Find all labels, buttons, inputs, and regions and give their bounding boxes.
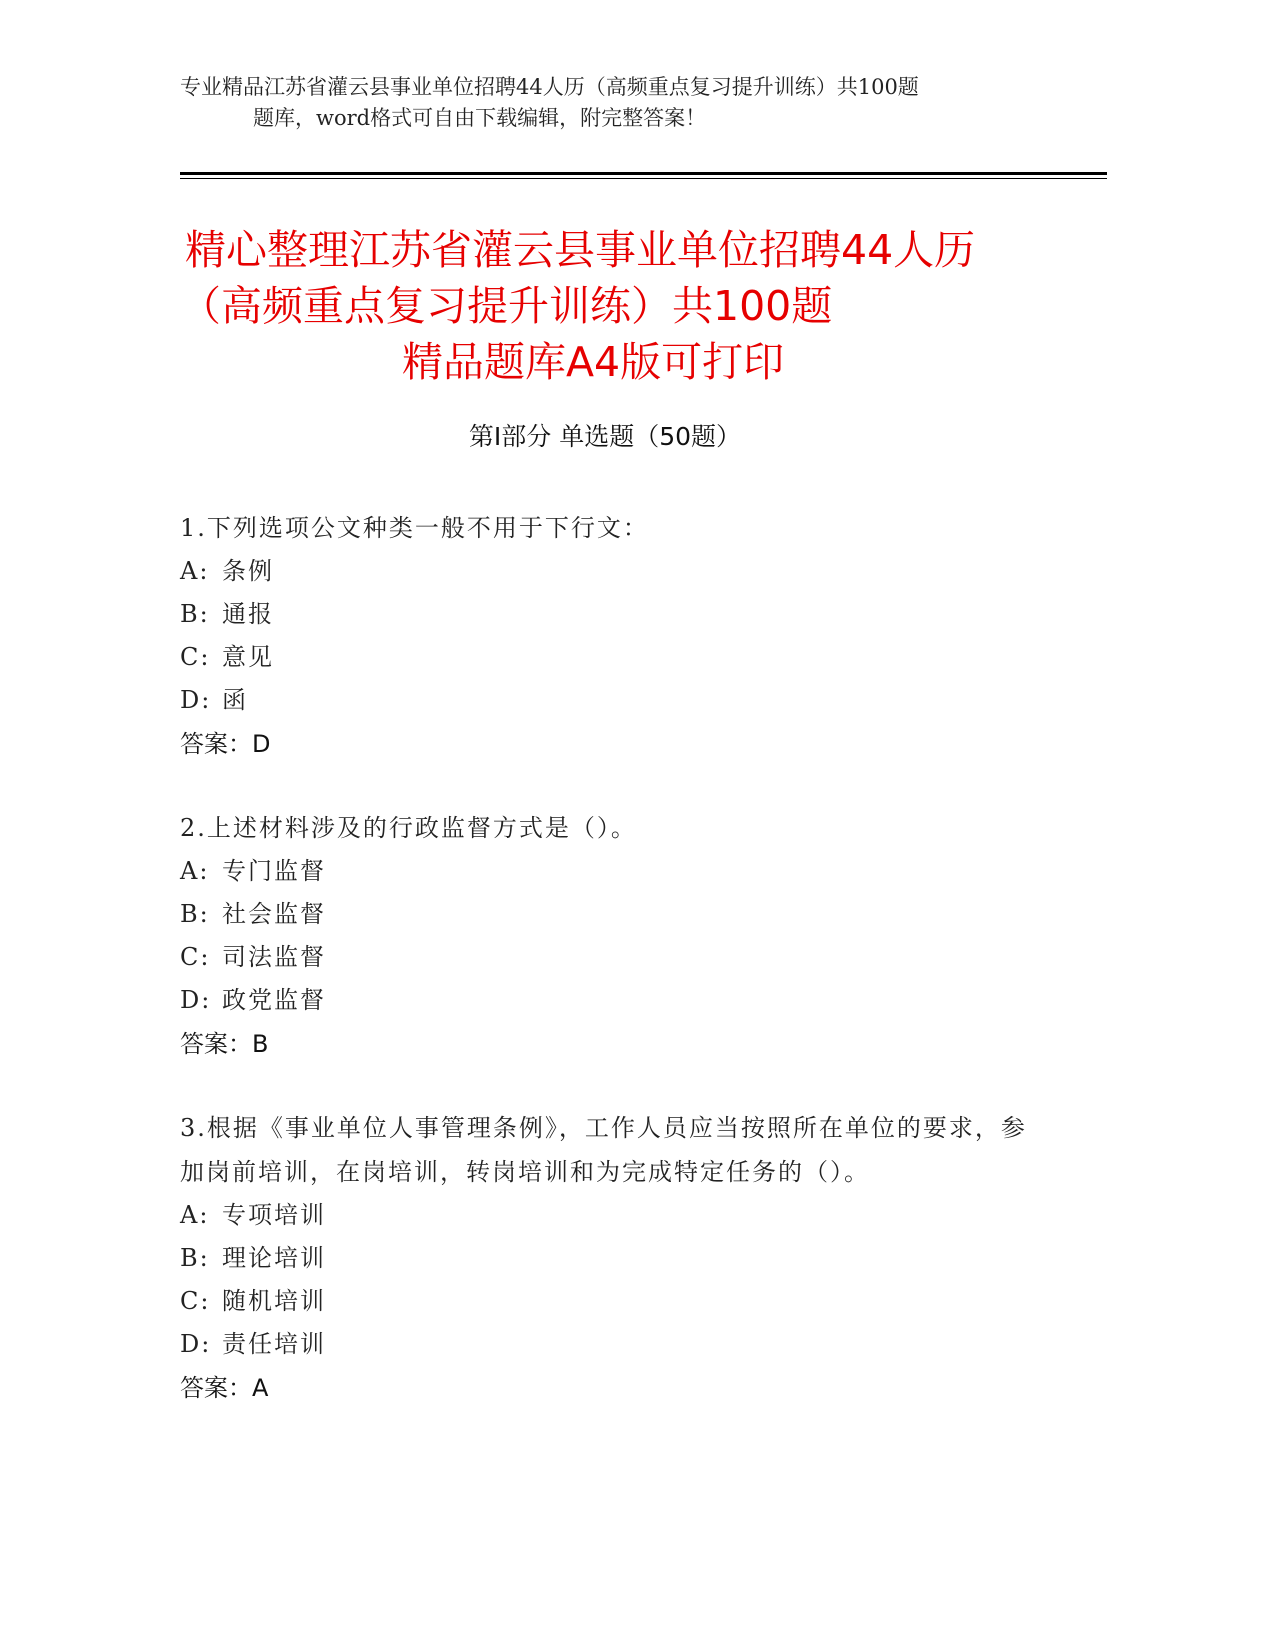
option-a bbox=[180, 1194, 1040, 1237]
option-letter: B: bbox=[180, 1244, 210, 1272]
answer: 答案：B bbox=[180, 1030, 269, 1058]
option-d bbox=[180, 679, 1040, 722]
option-b bbox=[180, 893, 1040, 936]
option-letter: A: bbox=[180, 1201, 210, 1229]
option-letter: D: bbox=[180, 986, 212, 1014]
option-letter: D: bbox=[180, 1330, 212, 1358]
title-line-1: 精心整理江苏省灌云县事业单位招聘44人历 bbox=[185, 226, 976, 274]
question-1 bbox=[180, 506, 1040, 766]
question-2 bbox=[180, 806, 1040, 1066]
option-letter: B: bbox=[180, 600, 210, 628]
option-c bbox=[180, 1280, 1040, 1323]
section-title: 第Ⅰ部分 单选题（50题） bbox=[468, 422, 742, 451]
question-text: 3.根据《事业单位人事管理条例》，工作人员应当按照所在单位的要求，参加岗前培训，在岗培训，转岗培训和为完成特定任务的（）。 bbox=[180, 1114, 1027, 1186]
option-letter: A: bbox=[180, 857, 210, 885]
option-text: 意见 bbox=[222, 643, 274, 671]
option-text: 理论培训 bbox=[222, 1244, 326, 1272]
title-line-2: （高频重点复习提升训练）共100题 bbox=[180, 282, 833, 330]
option-a bbox=[180, 550, 1040, 593]
option-text: 条例 bbox=[222, 557, 274, 585]
question-text: 1.下列选项公文种类一般不用于下行文： bbox=[180, 514, 649, 542]
option-text: 随机培训 bbox=[222, 1287, 326, 1315]
option-b bbox=[180, 593, 1040, 636]
question-list bbox=[180, 506, 1040, 1450]
option-d bbox=[180, 979, 1040, 1022]
option-text: 责任培训 bbox=[222, 1330, 326, 1358]
option-d bbox=[180, 1323, 1040, 1366]
header-divider-thin bbox=[180, 178, 1107, 179]
option-text: 社会监督 bbox=[222, 900, 326, 928]
option-letter: C: bbox=[180, 943, 211, 971]
option-letter: A: bbox=[180, 557, 210, 585]
question-text: 2.上述材料涉及的行政监督方式是（）。 bbox=[180, 814, 637, 842]
answer: 答案：D bbox=[180, 730, 271, 758]
option-c bbox=[180, 636, 1040, 679]
option-text: 司法监督 bbox=[222, 943, 326, 971]
header-line-1: 专业精品江苏省灌云县事业单位招聘44人历（高频重点复习提升训练）共100题 bbox=[180, 75, 919, 99]
question-3 bbox=[180, 1106, 1040, 1410]
option-letter: D: bbox=[180, 686, 212, 714]
option-text: 通报 bbox=[222, 600, 274, 628]
option-text: 函 bbox=[222, 686, 248, 714]
option-text: 专项培训 bbox=[222, 1201, 326, 1229]
option-c bbox=[180, 936, 1040, 979]
title-line-3: 精品题库A4版可打印 bbox=[402, 338, 785, 386]
option-b bbox=[180, 1237, 1040, 1280]
option-text: 专门监督 bbox=[222, 857, 326, 885]
option-letter: C: bbox=[180, 643, 211, 671]
header-divider-thick bbox=[180, 172, 1107, 175]
option-a bbox=[180, 850, 1040, 893]
page-header bbox=[180, 72, 1110, 134]
option-letter: B: bbox=[180, 900, 210, 928]
option-letter: C: bbox=[180, 1287, 211, 1315]
document-title bbox=[180, 222, 1060, 390]
answer: 答案：A bbox=[180, 1374, 269, 1402]
option-text: 政党监督 bbox=[222, 986, 326, 1014]
header-line-2: 题库，word格式可自由下载编辑，附完整答案！ bbox=[253, 106, 707, 130]
